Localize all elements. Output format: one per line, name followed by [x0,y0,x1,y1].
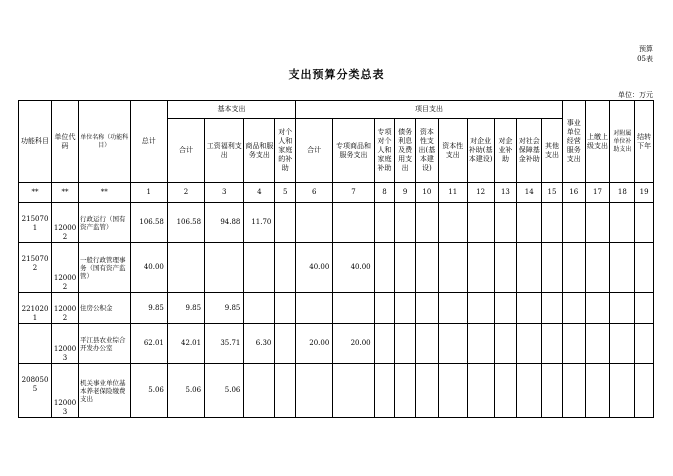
table-row [19,243,654,293]
index-cell: ** [52,183,79,203]
value-cell [517,203,542,243]
value-cell [610,203,635,243]
header-personal: 对个人和家庭的补助 [275,119,296,183]
value-cell: 11.70 [244,203,275,243]
value-cell [395,324,416,364]
func-code-cell: 2210201 [19,293,52,324]
index-cell: 10 [415,183,438,203]
header-capital-build: 资本性支出(基本建设) [415,119,438,183]
value-cell [415,364,438,418]
unit-name-cell: 住房公积金 [78,293,130,324]
value-cell: 106.58 [167,203,204,243]
value-cell [438,203,467,243]
func-code-cell: 2080505 [19,364,52,418]
value-cell [467,293,494,324]
unit-name-cell: 平江县农业综合开发办公室 [78,324,130,364]
value-cell [542,293,563,324]
index-cell: 14 [517,183,542,203]
index-cell: 15 [542,183,563,203]
header-ent-sub-build: 对企业补助(基本建设) [467,119,494,183]
table-row [19,364,654,418]
value-cell [585,324,610,364]
index-cell: 16 [562,183,585,203]
value-cell [542,324,563,364]
value-cell: 42.01 [167,324,204,364]
form-code-line1: 预算 [639,45,653,53]
header-wage: 工资福利支出 [205,119,244,183]
index-cell: 3 [205,183,244,203]
value-cell [585,293,610,324]
value-cell [467,203,494,243]
value-cell [296,203,333,243]
value-cell [244,293,275,324]
value-cell [467,364,494,418]
value-cell [494,364,517,418]
value-cell: 5.06 [205,364,244,418]
index-row [19,183,654,203]
header-proj-total: 合计 [296,119,333,183]
value-cell [395,203,416,243]
value-cell [585,364,610,418]
value-cell [374,243,395,293]
header-ent-sub: 对企业补助 [494,119,517,183]
value-cell [438,324,467,364]
index-cell: ** [19,183,52,203]
header-other: 其他支出 [542,119,563,183]
value-cell [517,324,542,364]
func-code-cell [19,324,52,364]
header-proj-goods: 专项商品和服务支出 [333,119,374,183]
value-cell [610,243,635,293]
header-affil-sub: 对附属单位补助支出 [610,101,635,183]
header-social: 对社会保障基金补助 [517,119,542,183]
header-debt: 债务利息及费用支出 [395,119,416,183]
index-cell: 17 [585,183,610,203]
value-cell [415,324,438,364]
value-cell [438,293,467,324]
value-cell: 6.30 [244,324,275,364]
unit-label: 单位：万元 [618,91,653,99]
header-project: 项目支出 [296,101,563,119]
header-proj-personal: 专项对个人和家庭补助 [374,119,395,183]
value-cell [374,203,395,243]
value-cell [275,243,296,293]
index-cell: 13 [494,183,517,203]
unit-code-cell: 120002 [52,293,79,324]
index-cell: 18 [610,183,635,203]
value-cell [542,203,563,243]
unit-name-cell: 机关事业单位基本养老保险缴费支出 [78,364,130,418]
header-func-subject: 功能科目 [19,101,52,183]
value-cell [296,364,333,418]
value-cell: 5.06 [130,364,167,418]
value-cell [542,364,563,418]
value-cell [244,243,275,293]
index-cell: 7 [333,183,374,203]
index-cell: 5 [275,183,296,203]
value-cell: 5.06 [167,364,204,418]
table-row [19,324,654,364]
value-cell [395,364,416,418]
value-cell [494,293,517,324]
value-cell [610,364,635,418]
table-row [19,203,654,243]
header-goods: 商品和服务支出 [244,119,275,183]
value-cell [635,243,654,293]
value-cell [562,243,585,293]
value-cell: 9.85 [167,293,204,324]
value-cell [610,293,635,324]
value-cell [494,243,517,293]
value-cell [205,243,244,293]
value-cell [275,293,296,324]
value-cell: 20.00 [333,324,374,364]
value-cell [296,293,333,324]
value-cell [635,293,654,324]
value-cell [244,364,275,418]
header-basic-total: 合计 [167,119,204,183]
index-cell: ** [78,183,130,203]
header-inst-expend: 事业单位经营服务支出 [562,101,585,183]
table-body [19,203,654,418]
value-cell: 40.00 [130,243,167,293]
value-cell [467,324,494,364]
value-cell [395,293,416,324]
index-cell: 11 [438,183,467,203]
value-cell [635,364,654,418]
value-cell [395,243,416,293]
value-cell [438,364,467,418]
func-code-cell: 2150702 [19,243,52,293]
index-cell: 9 [395,183,416,203]
header-carry: 结转下年 [635,101,654,183]
unit-code-cell: 120002 [52,203,79,243]
index-cell: 19 [635,183,654,203]
unit-code-cell: 120003 [52,364,79,418]
value-cell [635,203,654,243]
value-cell: 94.88 [205,203,244,243]
value-cell [562,293,585,324]
value-cell [517,293,542,324]
page-title: 支出预算分类总表 [288,68,385,81]
value-cell [517,243,542,293]
unit-code-cell: 120002 [52,243,79,293]
value-cell [374,324,395,364]
header-unit-name: 单位名称（功能科目） [78,101,130,183]
value-cell: 106.58 [130,203,167,243]
value-cell [333,364,374,418]
value-cell [610,324,635,364]
value-cell [333,203,374,243]
value-cell [415,293,438,324]
value-cell [562,203,585,243]
unit-name-cell: 一般行政管理事务（国有资产监管） [78,243,130,293]
header-capital: 资本性支出 [438,119,467,183]
header-total: 总计 [130,101,167,183]
func-code-cell: 2150701 [19,203,52,243]
value-cell [562,324,585,364]
form-code [637,44,653,64]
header-basic: 基本支出 [167,101,295,119]
value-cell [635,324,654,364]
value-cell [585,243,610,293]
unit-code-cell: 120003 [52,324,79,364]
value-cell [517,364,542,418]
value-cell: 9.85 [130,293,167,324]
index-cell: 12 [467,183,494,203]
header-upper-sub: 上缴上级支出 [585,101,610,183]
value-cell [167,243,204,293]
index-cell: 2 [167,183,204,203]
value-cell: 35.71 [205,324,244,364]
value-cell [374,293,395,324]
value-cell [275,203,296,243]
value-cell [415,243,438,293]
value-cell: 62.01 [130,324,167,364]
value-cell: 9.85 [205,293,244,324]
value-cell [562,364,585,418]
value-cell: 40.00 [296,243,333,293]
index-cell: 1 [130,183,167,203]
value-cell [374,364,395,418]
value-cell [438,243,467,293]
unit-name-cell: 行政运行（国有资产监管） [78,203,130,243]
value-cell [494,203,517,243]
value-cell [275,324,296,364]
index-cell: 4 [244,183,275,203]
table-row [19,293,654,324]
value-cell [333,293,374,324]
form-code-line2: 05表 [637,55,653,63]
value-cell [494,324,517,364]
value-cell [585,203,610,243]
budget-table [18,100,654,418]
value-cell: 20.00 [296,324,333,364]
header-unit-code: 单位代码 [52,101,79,183]
value-cell [542,243,563,293]
value-cell [467,243,494,293]
value-cell: 40.00 [333,243,374,293]
index-cell: 6 [296,183,333,203]
index-cell: 8 [374,183,395,203]
value-cell [275,364,296,418]
value-cell [415,203,438,243]
